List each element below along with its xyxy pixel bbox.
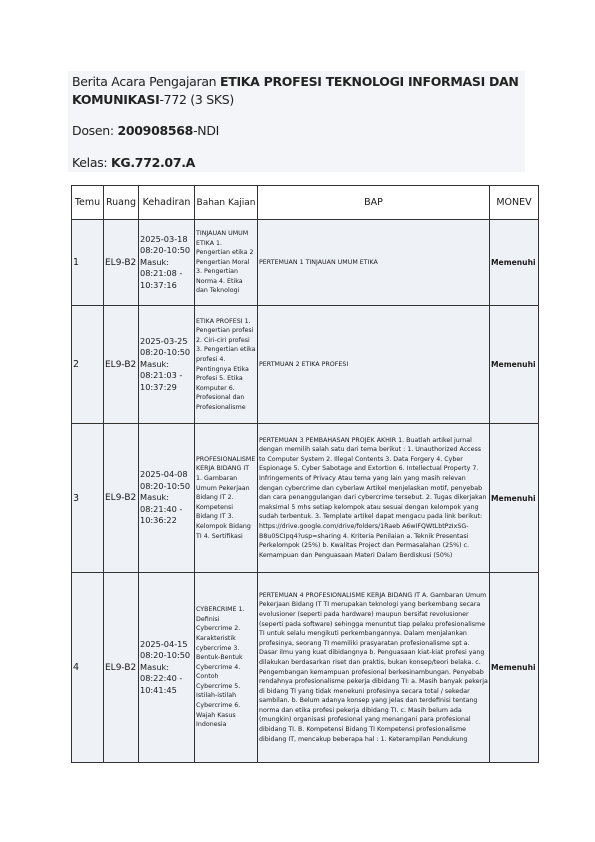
course-name: ETIKA PROFESI TEKNOLOGI INFORMASI DAN KOMUNIKASI — [72, 74, 519, 107]
cell-ruang: EL9-B2 — [104, 424, 139, 573]
cell-kehadiran: 2025-03-25 08:20-10:50 Masuk: 08:21:03 - 10:37:29 — [139, 306, 195, 424]
cell-bap: PERTMUAN 2 ETIKA PROFESI — [258, 306, 490, 424]
cell-bap: PERTEMUAN 4 PROFESIONALISME KERJA BIDANG IT A. Gambaran Umum Pekerjaan Bidang IT TI merupakan teknologi yang berkembang secara evolusioner (seperti pada hardware) maupun bersifat revolusioner (seperti pada software) sehingga menuntut tiap pelaku profesionalisme TI untuk selalu mengikuti perkembangannya. Dalam menjalankan profesinya, seorang TI memiliki prasyaratan profesionalisme spt a. Dasar ilmu yang kuat dibidangnya b. Penguasaan kiat-kiat profesi yang dilakukan berdasarkan riset dan praktis, bukan konsep/teori belaka. c. Pengembangan kemampuan profesional berkesinambungan. Penyebab rendahnya profesionalisme pekerja dibidang TI: a. Masih banyak pekerja di bidang TI yang tidak menekuni profesinya secara total / sekedar sambilan. b. Belum adanya konsep yang jelas dan terdefinisi tentang norma dan etika profesi pekerja dibidang TI. c. Masih belum ada (mungkin) organisasi profesional yang menangani para profesional dibidang TI. B. Kompetensi Bidang TI Kompetensi profesionalisme dibidang IT, mencakup beberapa hal : 1. Keterampilan Pendukung — [258, 573, 490, 763]
dosen-suffix: -NDI — [193, 123, 220, 138]
bap-table — [71, 185, 539, 763]
dosen-label: Dosen: — [72, 123, 118, 138]
cell-ruang: EL9-B2 — [104, 306, 139, 424]
dosen-id: 200908568 — [117, 123, 194, 138]
cell-monev: Memenuhi — [490, 306, 539, 424]
cell-temu: 4 — [72, 573, 104, 763]
kelas-label: Kelas: — [72, 155, 111, 170]
cell-monev: Memenuhi — [490, 220, 539, 306]
course-code: -772 (3 SKS) — [159, 92, 234, 107]
table-row — [72, 573, 539, 763]
col-header-ruang: Ruang — [104, 186, 139, 220]
cell-monev: Memenuhi — [490, 424, 539, 573]
cell-bap: PERTEMUAN 1 TINJAUAN UMUM ETIKA — [258, 220, 490, 306]
report-title — [72, 73, 522, 109]
kelas-line — [72, 154, 195, 172]
table-row — [72, 306, 539, 424]
dosen-line — [72, 122, 219, 140]
cell-bap: PERTEMUAN 3 PEMBAHASAN PROJEK AKHIR 1. Buatlah artikel jurnal dengan memilih salah satu dari tema berikut : 1. Unauthorized Access to Computer System 2. Illegal Contents 3. Data Forgery 4. Cyber Espionage 5. Cyber Sabotage and Extortion 6. Intellectual Property 7. Infringements of Privacy Atau tema yang lain yang masih relevan dengan cybercrime dan cyberlaw Artikel menjelaskan motif, penyebab dan cara penanggulangan dari cybercrime tersebut. 2. Tugas dikerjakan maksimal 5 mhs setiap kelompok atau sesuai dengan kelompok yang sudah terbentuk. 3. Template artikel dapat mengacu pada link berikut: https://drive.google.com/drive/folders/1Raeb A6wIFQWtLbtPzIxSG-B8u0SCIpq4?usp=sharing 4. Kriteria Penilaian a. Teknik Presentasi Perkelompok (25%) b. Kwalitas Project dan Permasalahan (25%) c. Kemampuan dan Penguasaan Materi Dalam Berdiskusi (50%) — [258, 424, 490, 573]
cell-bahan-kajian: TINJAUAN UMUM ETIKA 1. Pengertian etika 2 Pengertian Moral 3. Pengertian Norma 4. Etika dan Teknologi — [195, 220, 258, 306]
col-header-kehadiran: Kehadiran — [139, 186, 195, 220]
cell-temu: 3 — [72, 424, 104, 573]
title-prefix: Berita Acara Pengajaran — [72, 74, 220, 89]
report-header — [68, 71, 525, 172]
col-header-temu: Temu — [72, 186, 104, 220]
cell-bahan-kajian: ETIKA PROFESI 1. Pengertian profesi 2. Ciri-ciri profesi 3. Pengertian etika profesi 4. Pentingnya Etika Profesi 5. Etika Komputer 6. Profesional dan Profesionalisme — [195, 306, 258, 424]
cell-kehadiran: 2025-04-08 08:20-10:50 Masuk: 08:21:40 - 10:36:22 — [139, 424, 195, 573]
cell-kehadiran: 2025-03-18 08:20-10:50 Masuk: 08:21:08 - 10:37:16 — [139, 220, 195, 306]
cell-temu: 1 — [72, 220, 104, 306]
cell-ruang: EL9-B2 — [104, 220, 139, 306]
kelas-value: KG.772.07.A — [111, 155, 196, 170]
cell-monev: Memenuhi — [490, 573, 539, 763]
cell-bahan-kajian: PROFESIONALISME KERJA BIDANG IT 1. Gambaran Umum Pekerjaan Bidang IT 2. Kompetensi Bidang IT 3. Kelompok Bidang TI 4. Sertifikasi — [195, 424, 258, 573]
table-row — [72, 424, 539, 573]
cell-temu: 2 — [72, 306, 104, 424]
col-header-bap: BAP — [258, 186, 490, 220]
col-header-monev: MONEV — [490, 186, 539, 220]
cell-ruang: EL9-B2 — [104, 573, 139, 763]
cell-kehadiran: 2025-04-15 08:20-10:50 Masuk: 08:22:40 - 10:41:45 — [139, 573, 195, 763]
col-header-bahan-kajian: Bahan Kajian — [195, 186, 258, 220]
cell-bahan-kajian: CYBERCRIME 1. Definisi Cybercrime 2. Karakteristik cybercrime 3. Bentuk-Bentuk Cybercrime 4. Contoh Cybercrime 5. Istilah-istilah Cybercrime 6. Wajah Kasus Indonesia — [195, 573, 258, 763]
table-row — [72, 220, 539, 306]
table-header-row — [72, 186, 539, 220]
